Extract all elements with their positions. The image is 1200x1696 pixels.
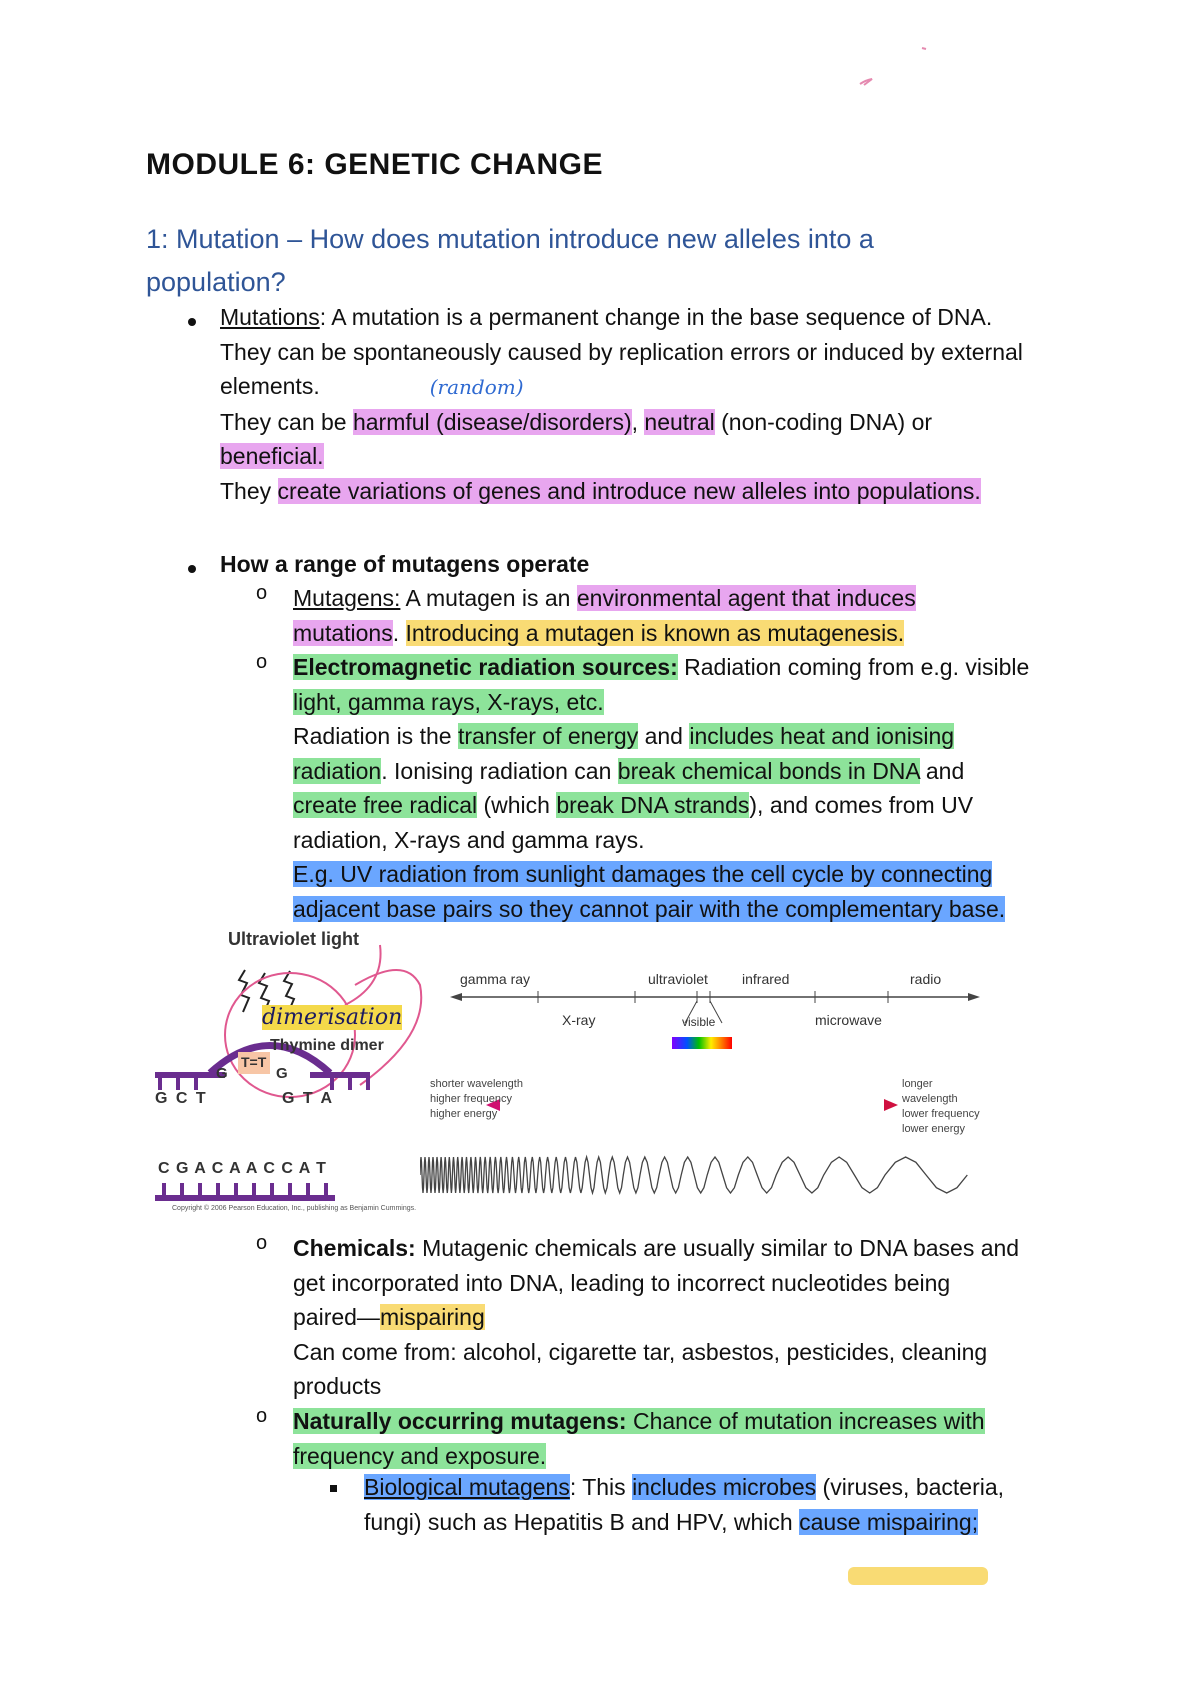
page-title: MODULE 6: GENETIC CHANGE	[146, 148, 604, 181]
chemicals-paragraph: Chemicals: Mutagenic chemicals are usually similar to DNA bases and get incorporated into DNA, leading to incorrect nucleotides being paired—mispairing Can come from: alcohol, cigarette tar, asbestos, pesticides, cleaning products	[293, 1235, 1020, 1399]
handwritten-note: (random)	[429, 375, 524, 399]
mutations-line: They can be spontaneously caused by replication errors or induced by external	[220, 338, 1023, 365]
dimerisation-annotation: dimerisation	[262, 1005, 403, 1030]
thymine-dimer-label: Thymine dimer	[270, 1037, 384, 1054]
mutagens-definition: Mutagens: A mutagen is an environmental agent that induces mutations. Introducing a mutagen is known as mutagenesis.	[293, 585, 916, 646]
mutations-term: Mutations	[220, 304, 320, 330]
mutagens-heading: How a range of mutagens operate	[220, 551, 590, 577]
bullet	[188, 318, 196, 326]
left-spectrum-text: shorter wavelength higher frequency higher energy	[430, 1078, 523, 1120]
bullet	[188, 565, 196, 573]
natural-mutagens-paragraph: Naturally occurring mutagens: Chance of mutation increases with frequency and exposure.	[293, 1408, 985, 1469]
thymine-dimer-figure: Ultraviolet light dimerisation Thymine dimer T=T G G G C T G T A C G A C A A C C A T Copyright © 2006 Pearson Education, Inc., publishing as Benjamin Cummings.	[150, 925, 450, 1215]
em-radiation-paragraph: Electromagnetic radiation sources: Radiation coming from e.g. visible light, gamma rays, X-rays, etc. Radiation is the transfer of energy and includes heat and ionising radiation. Ionising radiation can break chemical bonds in DNA and create free radical (which break DNA strands), and comes from UV radiation, X-rays and gamma rays. E.g. UV radiation from sunlight damages the cell cycle by connecting adjacent base pairs so they cannot pair with the complementary base.	[293, 654, 1030, 922]
highlight-mark	[848, 1567, 988, 1585]
biological-mutagens-paragraph: Biological mutagens: This includes microbes (viruses, bacteria, fungi) such as Hepatitis B and HPV, which cause mispairing;	[364, 1474, 1005, 1535]
pen-mark-decoration	[850, 40, 930, 100]
uv-label: Ultraviolet light	[228, 929, 360, 949]
mutations-paragraph: Mutations: A mutation is a permanent change in the base sequence of DNA. They can be spontaneously caused by replication errors or induced by external elements. (random) They can be harmful (disease/disorders), neutral (non-coding DNA) or beneficial. They create variations of genes and introduce new alleles into populations.	[220, 300, 1120, 508]
em-spectrum-figure: gamma ray ultraviolet infrared radio X-ray visible microwave shorter wavelength higher frequency higher energy longer wavelength lower frequency lower energy	[420, 965, 980, 1200]
section-heading: 1: Mutation – How does mutation introduce new alleles into a population?	[146, 224, 874, 297]
right-spectrum-text: longer wavelength lower frequency lower energy	[902, 1078, 980, 1135]
